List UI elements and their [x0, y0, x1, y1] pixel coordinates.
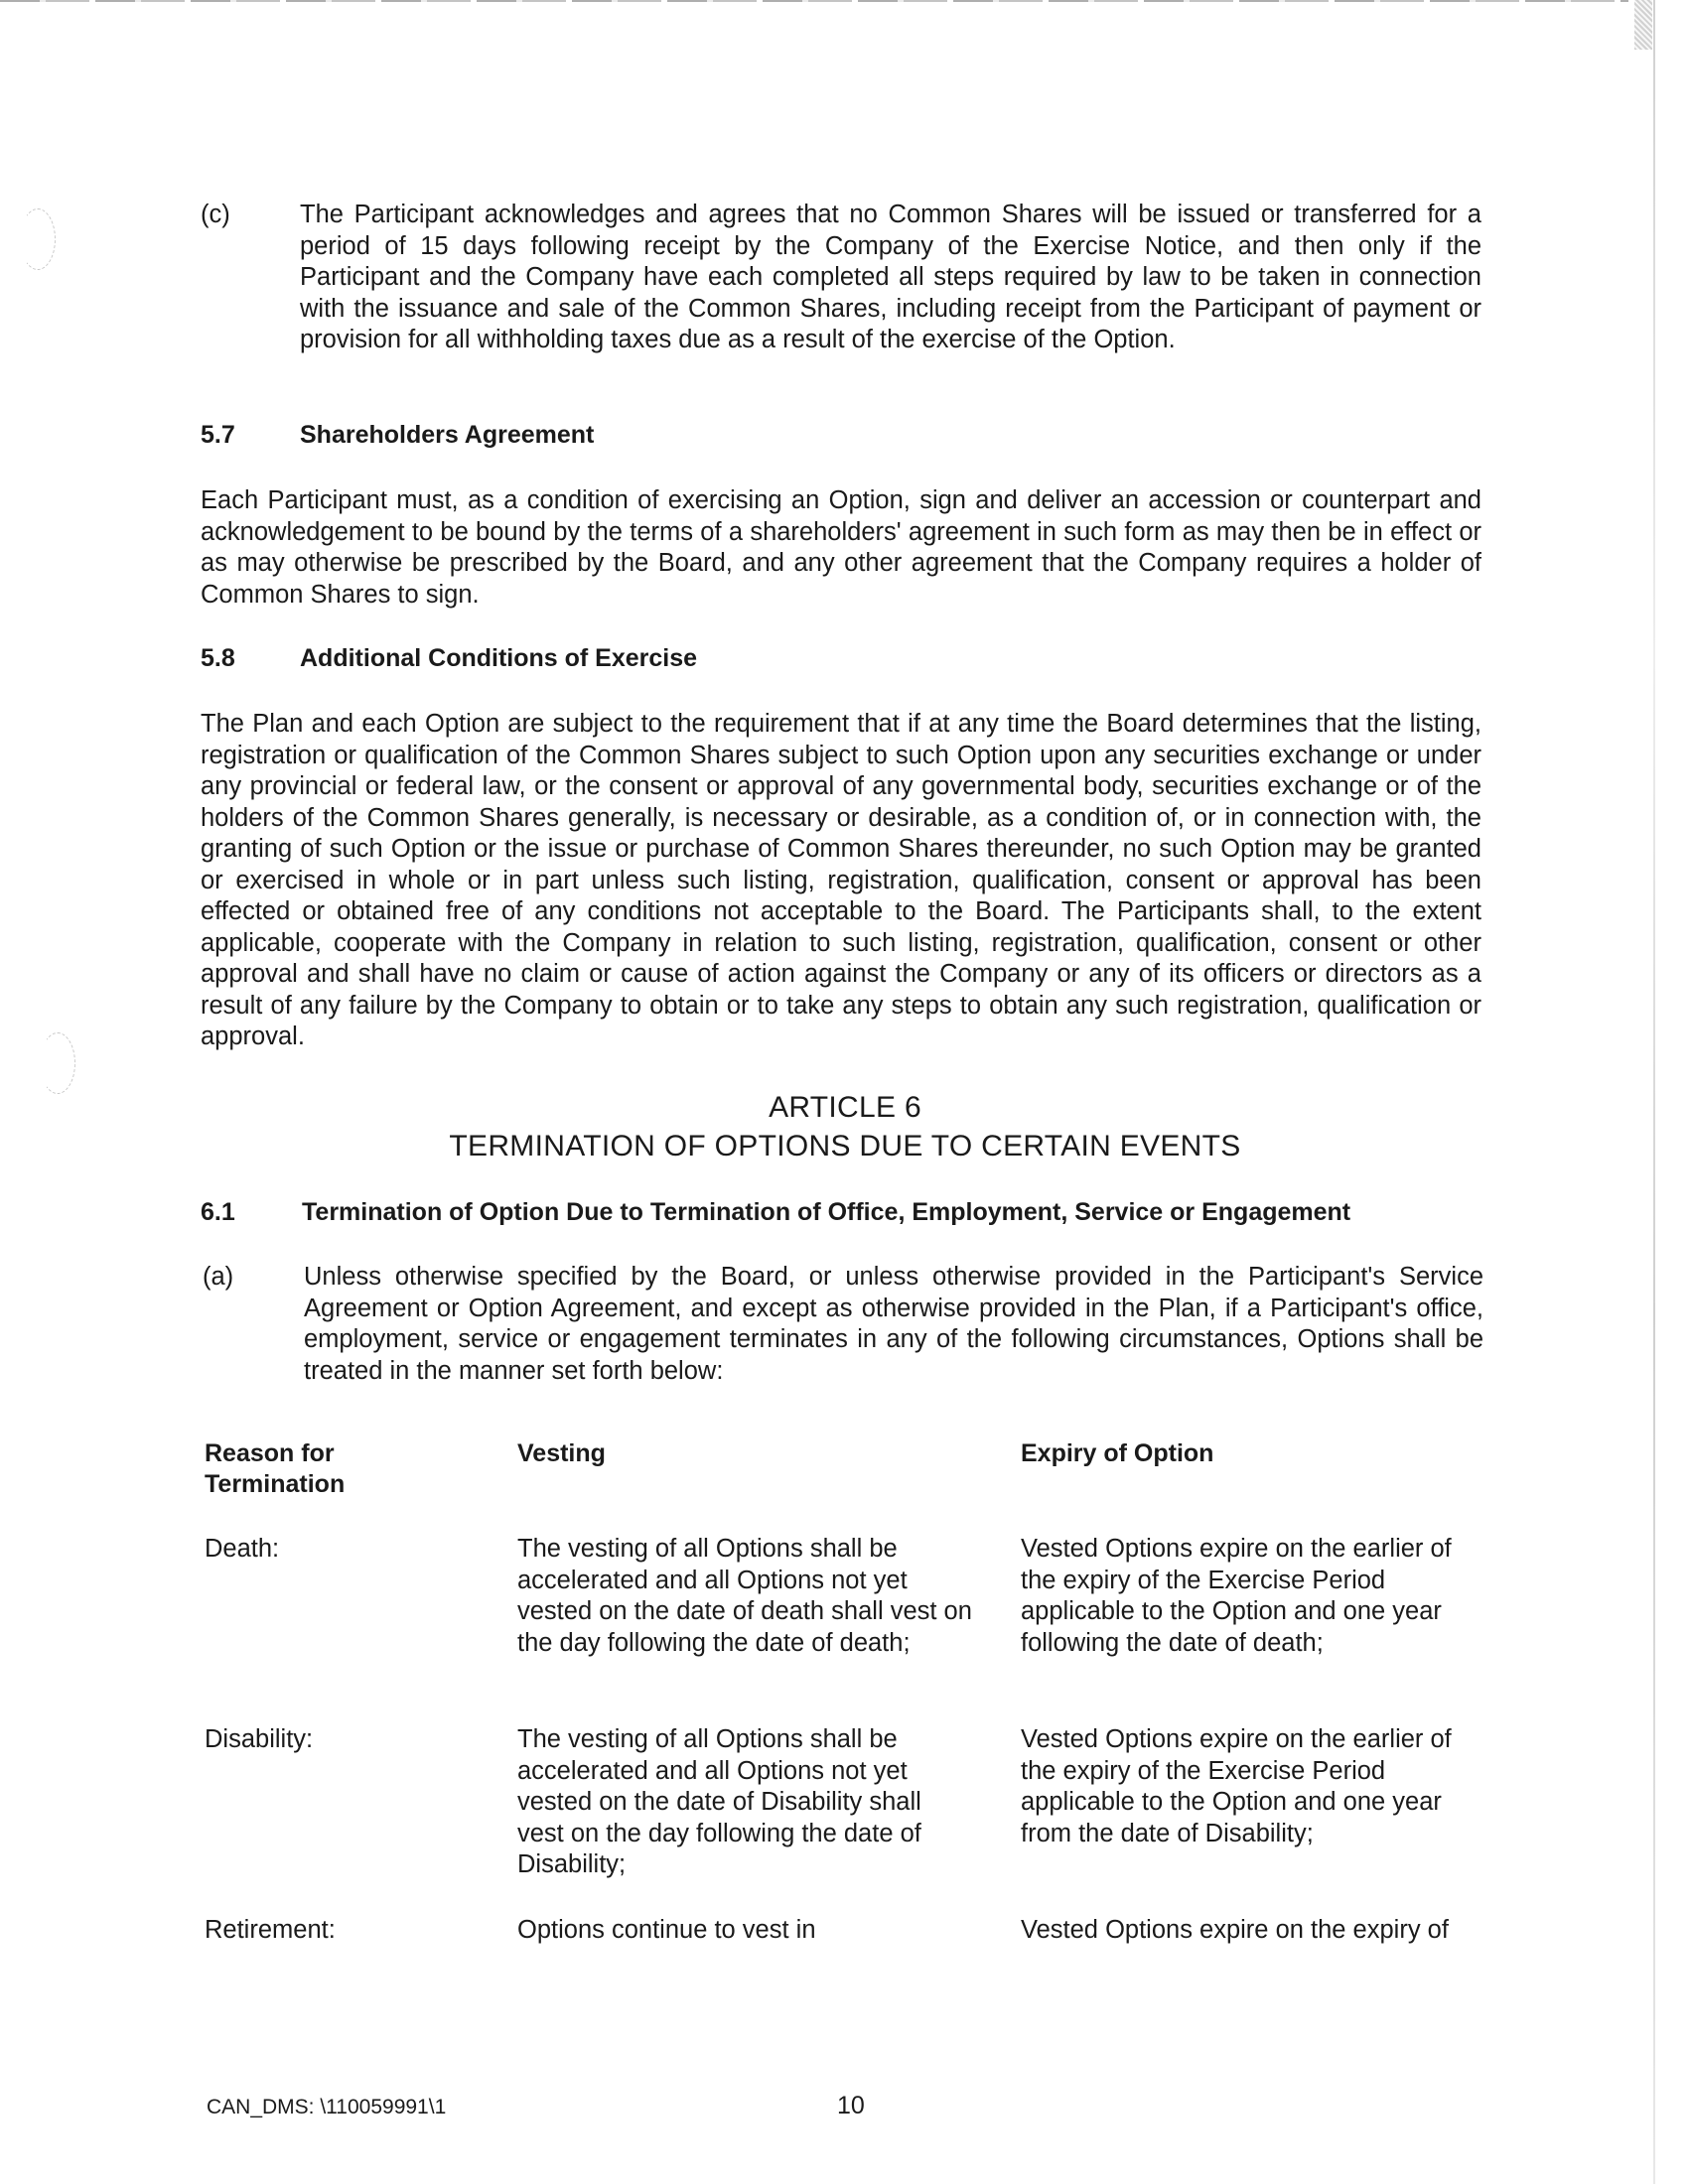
table-header-reason: Reason for Termination: [205, 1439, 346, 1498]
section-5-7-number: 5.7: [201, 421, 235, 449]
table-cell-reason: Retirement:: [205, 1916, 336, 1944]
section-5-7-text: Each Participant must, as a condition of exercising an Option, sign and deliver an accession or counterpart and acknowledgement to be bound by the terms of a shareholders' agreement in such form as may then be in effect or as may otherwise be prescribed by the Board, and any other agreement that the Company requires a holder of Common Shares to sign.: [201, 486, 1481, 609]
punch-hole-mark: [20, 208, 56, 270]
scan-edge-top: [0, 0, 1628, 2]
table-cell-reason: Death:: [205, 1535, 280, 1563]
article-6-title: TERMINATION OF OPTIONS DUE TO CERTAIN EVENTS: [449, 1130, 1241, 1162]
clause-a-label: (a): [203, 1263, 234, 1291]
footer-document-id: CAN_DMS: \110059991\1: [207, 2096, 447, 2118]
section-5-8-text: The Plan and each Option are subject to the requirement that if at any time the Board determines that the listing, registration or qualification of the Common Shares subject to such Option upon any securities exchange or under any provincial or federal law, or the consent or approval of any governmental body, securities exchange or of the holders of the Common Shares generally, is necessary or desirable, as a condition of, or in connection with, the granting of such Option or the issue or purchase of Common Shares thereunder, no such Option may be granted or exercised in whole or in part unless such listing, registration, qualification, consent or approval has been effected or obtained free of any conditions not acceptable to the Board. The Participants shall, to the extent applicable, cooperate with the Company in relation to such listing, registration, qualification, consent or other approval and shall have no claim or cause of action against the Company or any of its officers or directors as a result of any failure by the Company to obtain or to take any steps to obtain any such registration, qualification or approval.: [201, 710, 1481, 1050]
section-5-7-title: Shareholders Agreement: [300, 421, 595, 449]
footer-page-number: 10: [837, 2092, 865, 2119]
clause-c-text: The Participant acknowledges and agrees that no Common Shares will be issued or transferred for a period of 15 days following receipt by the Company of the Exercise Notice, and then only if the Participant and the Company have each completed all steps required by law to be taken in connection with the issuance and sale of the Common Shares, including receipt from the Participant of payment or provision for all withholding taxes due as a result of the exercise of the Option.: [300, 201, 1481, 353]
table-cell-reason: Disability:: [205, 1725, 314, 1753]
section-5-8-title: Additional Conditions of Exercise: [300, 644, 698, 672]
table-cell-vesting: Options continue to vest in: [517, 1916, 816, 1944]
clause-a-text: Unless otherwise specified by the Board, or unless otherwise provided in the Participant's Service Agreement or Option Agreement, and except as otherwise provided in the Plan, if a Participant's office, employment, service or engagement terminates in any of the following circumstances, Options shall be treated in the manner set forth below:: [304, 1263, 1483, 1385]
section-6-1-number: 6.1: [201, 1198, 235, 1226]
punch-hole-mark: [40, 1032, 75, 1094]
table-header-vesting: Vesting: [517, 1439, 606, 1467]
table-cell-expiry: Vested Options expire on the expiry of: [1021, 1916, 1449, 1944]
table-cell-expiry: Vested Options expire on the earlier of the expiry of the Exercise Period applicable to the Option and one year from the date of Disability;: [1021, 1725, 1452, 1847]
table-cell-vesting: The vesting of all Options shall be accelerated and all Options not yet vested on the date of Disability shall vest on the day following the date of Disability;: [517, 1725, 921, 1878]
section-6-1-title: Termination of Option Due to Termination of Office, Employment, Service or Engagement: [302, 1198, 1351, 1226]
scan-corner-mark: [1634, 0, 1652, 50]
table-cell-expiry: Vested Options expire on the earlier of the expiry of the Exercise Period applicable to the Option and one year following the date of death;: [1021, 1535, 1452, 1657]
section-5-8-number: 5.8: [201, 644, 235, 672]
table-header-expiry: Expiry of Option: [1021, 1439, 1214, 1467]
clause-c-label: (c): [201, 201, 230, 228]
table-cell-vesting: The vesting of all Options shall be accelerated and all Options not yet vested on the date of death shall vest on the day following the date of death;: [517, 1535, 972, 1657]
article-6-number: ARTICLE 6: [769, 1091, 921, 1124]
